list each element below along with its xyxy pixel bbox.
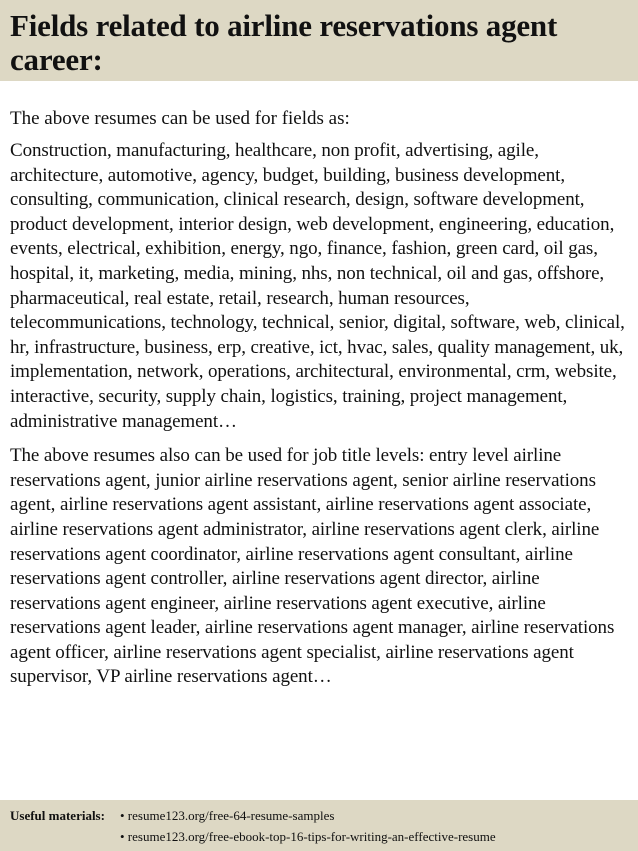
intro-text: The above resumes can be used for fields as: (10, 108, 350, 129)
footer-label: Useful materials: (10, 808, 105, 823)
footer-row-2 (10, 826, 628, 847)
footer-label-spacer (10, 826, 120, 847)
job-levels-paragraph: The above resumes also can be used for job title levels: entry level airline reservations agent, junior airline reservations agent, senior airline reservations agent, airline reservations agent assistant, airline reservations agent associate, airline reservations agent administrator, airline reservations agent clerk, airline reservations agent coordinator, airline reservations agent consultant, airline reservations agent controller, airline reservations agent director, airline reservations agent engineer, airline reservations agent executive, airline reservations agent leader, airline reservations agent manager, airline reservations agent officer, airline reservations agent specialist, airline reservations agent supervisor, VP airline reservations agent… (10, 445, 615, 688)
ebook-tips-link[interactable]: • resume123.org/free-ebook-top-16-tips-for-writing-an-effective-resume (120, 829, 496, 844)
footer (0, 800, 638, 851)
page-title-colon: : (92, 42, 103, 77)
main-content (0, 81, 638, 690)
page-title (10, 9, 624, 77)
header-banner (0, 0, 638, 81)
fields-paragraph: Construction, manufacturing, healthcare, non profit, advertising, agile, architecture, automotive, agency, budget, building, business development, consulting, communication, clinical research, design, software development, product development, interior design, web development, engineering, education, events, electrical, exhibition, energy, ngo, finance, fashion, green card, oil gas, hospital, it, marketing, media, mining, nhs, non technical, oil and gas, offshore, pharmaceutical, real estate, retail, research, human resources, telecommunications, technology, technical, senior, digital, software, web, clinical, hr, infrastructure, business, erp, creative, ict, hvac, sales, quality management, uk, implementation, network, operations, architectural, environmental, crm, website, interactive, security, supply chain, logistics, training, project management, administrative management… (10, 140, 625, 432)
resume-samples-link[interactable]: • resume123.org/free-64-resume-samples (120, 808, 335, 823)
footer-row-1 (10, 805, 628, 826)
page-title-text: Fields related to airline reservations agent career (10, 8, 558, 77)
